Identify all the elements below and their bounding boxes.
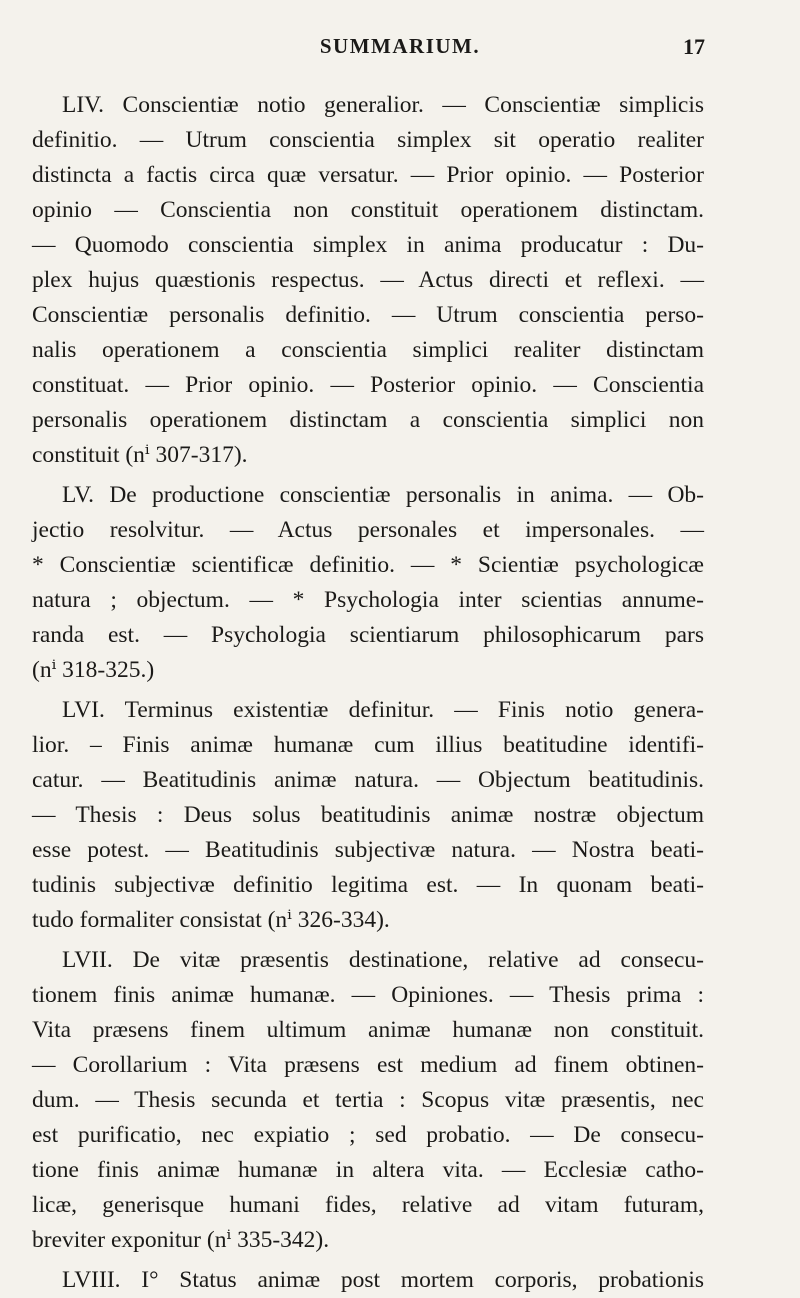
text-line: licæ, generisque humani fides, relative ad vitam futuram, [32,1192,704,1218]
text-line: esse potest. — Beatitudinis subjectivæ natura. — Nostra beati- [32,837,704,863]
text-line: plex hujus quæstionis respectus. — Actus directi et reflexi. — [32,267,704,293]
text-line: breviter exponitur (nⁱ 335-342). [32,1227,330,1253]
text-line: personalis operationem distinctam a conscientia simplici non [32,407,704,433]
text-line [32,88,704,123]
text-line: tione finis animæ humanæ in altera vita. — Ecclesiæ catho- [32,1157,704,1183]
running-header [0,34,800,64]
text-line: randa est. — Psychologia scientiarum philosophicarum pars [32,622,704,648]
text-line: nalis operationem a conscientia simplici realiter distinctam [32,337,704,363]
line-text: De vitæ præsentis destinatione, relative ad consecu- [112,947,704,973]
text-line: tudo formaliter consistat (nⁱ 326-334). [32,907,390,933]
page-number: 17 [683,34,705,59]
text-line: — Thesis : Deus solus beatitudinis animæ nostræ objectum [32,802,704,828]
text-line: Conscientiæ personalis definitio. — Utrum conscientia perso- [32,302,704,328]
line-text: Conscientiæ notio generalior. — Conscientiæ simplicis [104,92,704,118]
section-number: LVI. [62,697,105,723]
paragraph-lviii [32,1263,704,1298]
text-line: jectio resolvitur. — Actus personales et impersonales. — [32,517,704,543]
text-line: tionem finis animæ humanæ. — Opiniones. — Thesis prima : [32,982,704,1008]
text-line: * Conscientiæ scientificæ definitio. — * Scientiæ psychologicæ [32,552,704,578]
section-number: LIV. [62,92,104,118]
text-line: natura ; objectum. — * Psychologia inter scientias annume- [32,587,704,613]
paragraph-liv [32,88,704,473]
text-line: distincta a factis circa quæ versatur. — Prior opinio. — Posterior [32,162,704,188]
paragraph-lvi [32,693,704,938]
text-line [32,943,704,978]
text-line: tudinis subjectivæ definitio legitima est. — In quonam beati- [32,872,704,898]
text-line [32,693,704,728]
text-line [32,478,704,513]
text-line: dum. — Thesis secunda et tertia : Scopus vitæ præsentis, nec [32,1087,704,1113]
summary-body [32,88,704,1298]
text-line: definitio. — Utrum conscientia simplex sit operatio realiter [32,127,704,153]
section-number: LV. [62,482,95,508]
text-line: lior. – Finis animæ humanæ cum illius beatitudine identifi- [32,732,704,758]
text-line: — Quomodo conscientia simplex in anima producatur : Du- [32,232,704,258]
paragraph-lv [32,478,704,688]
section-number: LVIII. [62,1267,121,1293]
text-line: constituat. — Prior opinio. — Posterior opinio. — Conscientia [32,372,704,398]
section-number: LVII. [62,947,113,973]
text-line: est purificatio, nec expiatio ; sed probatio. — De consecu- [32,1122,704,1148]
text-line: catur. — Beatitudinis animæ natura. — Objectum beatitudinis. [32,767,704,793]
paragraph-lvii [32,943,704,1258]
text-line: (nⁱ 318-325.) [32,657,155,683]
text-line: opinio — Conscientia non constituit operationem distinctam. [32,197,704,223]
text-line: — Corollarium : Vita præsens est medium ad finem obtinen- [32,1052,704,1078]
line-text: I° Status animæ post mortem corporis, probationis [120,1267,704,1293]
text-line: Vita præsens finem ultimum animæ humanæ non constituit. [32,1017,704,1043]
line-text: Terminus existentiæ definitur. — Finis notio genera- [104,697,704,723]
text-line [32,1263,704,1298]
line-text: De productione conscientiæ personalis in anima. — Ob- [94,482,704,508]
running-title: SUMMARIUM. [319,34,481,58]
text-line: constituit (nⁱ 307-317). [32,442,248,468]
